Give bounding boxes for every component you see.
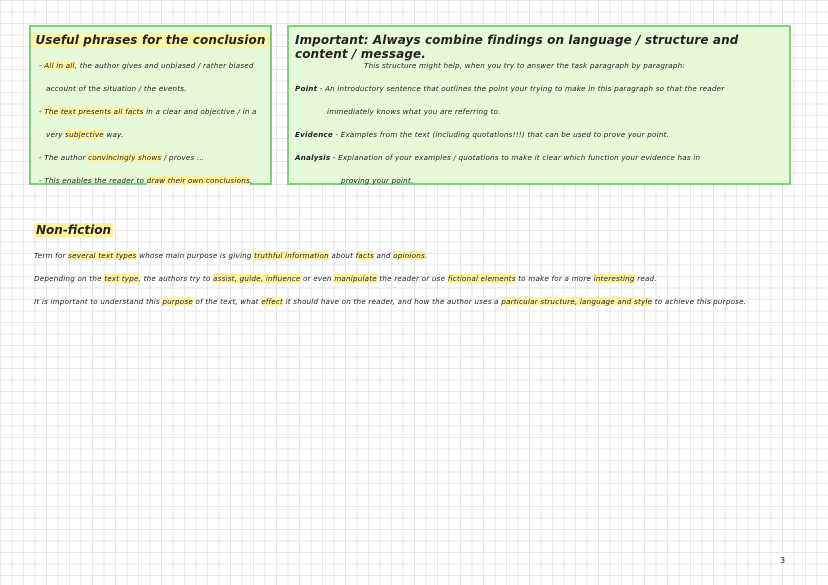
phrase-line: account of the situation / the events. [46,84,187,93]
nonfiction-paragraph-3: It is important to understand this purpose of the text, what effect it should have on the reader, and how the author uses a particular structure, language and style to achieve this purpose. [34,297,747,306]
nonfiction-paragraph-1: Term for several text types whose main purpose is giving truthful information about facts and opinions. [34,251,428,260]
nonfiction-paragraph-2: Depending on the text type, the authors try to assist, guide, influence or even manipulate the reader or use fictional elements to make for a more interesting read. [34,274,657,283]
conclusion-phrases-title: Useful phrases for the conclusion [31,33,270,47]
page-number: 3 [780,556,786,565]
point-continuation: immediately knows what you are referring to. [327,107,501,116]
phrase-line: - The text presents all facts in a clear and objective / in a [39,107,257,116]
structure-title: Important: Always combine findings on language / structure and content / message. [295,33,739,61]
structure-box [287,25,791,185]
conclusion-phrases-box [29,25,272,185]
phrase-line: - All in all, the author gives and unbiased / rather biased [39,61,254,70]
evidence-line: Evidence - Examples from the text (including quotations!!!) that can be used to prove your point. [295,130,670,139]
nonfiction-heading: Non-fiction [36,223,112,237]
analysis-line: Analysis - Explanation of your examples / quotations to make it clear which function your evidence has in [295,153,701,162]
structure-intro: This structure might help, when you try to answer the task paragraph by paragraph: [364,61,686,70]
point-line: Point - An introductory sentence that outlines the point your trying to make in this paragraph so that the reader [295,84,725,93]
phrase-line: very subjective way. [46,130,124,139]
phrase-line: - This enables the reader to draw their own conclusions. [39,176,253,185]
analysis-continuation: proving your point. [341,176,414,185]
phrase-line: - The author convincingly shows / proves ... [39,153,205,162]
